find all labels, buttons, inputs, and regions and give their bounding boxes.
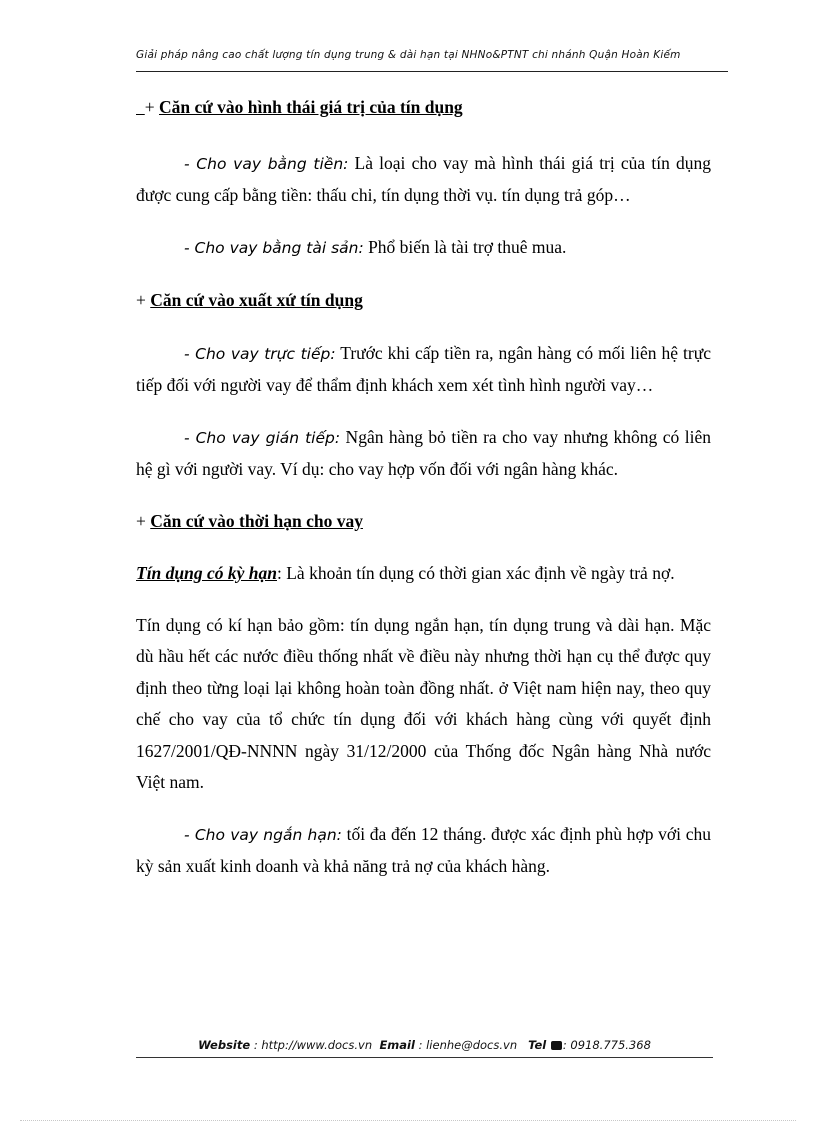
website-value: : http://www.docs.vn (253, 1038, 373, 1052)
term-text: Ngân hàng bỏ tiền ra cho vay nhưng không có liên hệ gì với người vay. Ví dụ: cho vay hợp vốn đối với ngân hàng khác. (136, 426, 711, 479)
paragraph (136, 422, 711, 486)
definition-text: : Là khoản tín dụng có thời gian xác định về ngày trả nợ. (277, 563, 675, 583)
term-label: - Cho vay bằng tài sản: (184, 238, 364, 257)
term-label: - Cho vay bằng tiền: (184, 154, 349, 173)
footer-rule (136, 1057, 713, 1058)
page-bottom-border (20, 1120, 796, 1121)
section-heading (136, 506, 711, 538)
paragraph: Tín dụng có kí hạn bảo gồm: tín dụng ngắn hạn, tín dụng trung và dài hạn. Mặc dù hầu hết các nước điều thống nhất về điều này nhưng thời hạn cụ thể được quy định theo từng loại lại không hoàn toàn đồng nhất. ở Việt nam hiện nay, theo quy chế cho vay của tổ chức tín dụng đối với khách hàng cùng với quyết định 1627/2001/QĐ-NNNN ngày 31/12/2000 của Thống đốc Ngân hàng Nhà nước Việt nam. (136, 614, 711, 792)
paragraph (136, 338, 711, 402)
page-footer (136, 1038, 713, 1052)
email-value: : lienhe@docs.vn (418, 1038, 518, 1052)
term-text: Phổ biến là tài trợ thuê mua. (363, 236, 567, 257)
tel-value: : 0918.775.368 (562, 1038, 651, 1052)
running-header: Giải pháp nâng cao chất lượng tín dụng trung & dài hạn tại NHNo&PTNT chi nhánh Quận Hoàn Kiếm (136, 49, 681, 61)
term-text: Trước khi cấp tiền ra, ngân hàng có mối liên hệ trực tiếp đối với người vay để thẩm định khách xem xét tình hình người vay… (136, 342, 711, 395)
tel-label: Tel (528, 1038, 547, 1052)
header-rule (136, 71, 728, 72)
term-text: tối đa đến 12 tháng. được xác định phù hợp với chu kỳ sản xuất kinh doanh và khả năng trả nợ của khách hàng. (136, 823, 711, 876)
heading-text: Căn cứ vào hình thái giá trị của tín dụng (159, 97, 463, 117)
paragraph (136, 558, 711, 590)
section-heading (136, 285, 711, 317)
term-label: - Cho vay ngắn hạn: (184, 825, 342, 844)
defined-term: Tín dụng có kỳ hạn (136, 563, 277, 583)
section-heading (136, 92, 711, 124)
heading-prefix: + (144, 97, 155, 117)
email-label: Email (379, 1038, 415, 1052)
term-label: - Cho vay gián tiếp: (184, 428, 341, 447)
page-body (136, 92, 711, 883)
paragraph (136, 148, 711, 212)
phone-icon (551, 1041, 562, 1050)
heading-text: Căn cứ vào thời hạn cho vay (150, 510, 363, 531)
heading-text: Căn cứ vào xuất xứ tín dụng (150, 290, 363, 310)
heading-marker (136, 97, 145, 117)
heading-prefix: + (136, 290, 146, 310)
paragraph (136, 232, 711, 265)
paragraph (136, 819, 711, 883)
website-label: Website (198, 1038, 251, 1052)
term-label: - Cho vay trực tiếp: (184, 344, 336, 363)
heading-prefix: + (136, 510, 146, 531)
term-text: Là loại cho vay mà hình thái giá trị của tín dụng được cung cấp bằng tiền: thấu chi, tín dụng thời vụ. tín dụng trả góp… (136, 152, 711, 205)
